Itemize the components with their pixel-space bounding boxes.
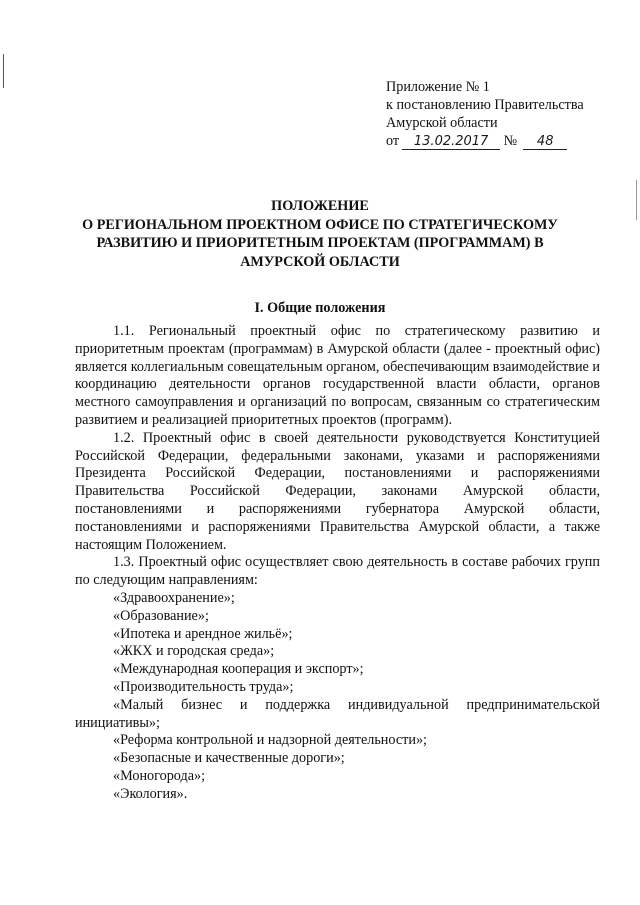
- paragraph-1-1: 1.1. Региональный проектный офис по стратегическому развитию и приоритетным проектам (программам) в Амурской области (далее - проектный офис) является коллегиальным совещательным органом, обеспечивающим взаимодействие и координацию деятельности органов государственной власти области, органов местного самоуправления и организаций по вопросам, связанным со стратегическим развитием и реализацией приоритетных проектов (программ).: [75, 323, 600, 428]
- title-line: О РЕГИОНАЛЬНОМ ПРОЕКТНОМ ОФИСЕ ПО СТРАТЕГИЧЕСКОМУ: [82, 216, 558, 233]
- appendix-line: Приложение № 1: [386, 79, 490, 95]
- list-item: «Образование»;: [113, 607, 209, 624]
- directions-list: [75, 590, 600, 804]
- title-line: РАЗВИТИЮ И ПРИОРИТЕТНЫМ ПРОЕКТАМ (ПРОГРАММАМ) В: [96, 235, 544, 251]
- list-item: «Экология».: [113, 785, 188, 802]
- paragraph-1-2: 1.2. Проектный офис в своей деятельности руководствуется Конституцией Российской Федерации, федеральными законами, указами и распоряжениями Президента Российской Федерации, постановлениями и распоряжениями Правительства Российской Федерации, законами Амурской области, постановлениями и распоряжениями губернатора Амурской области, постановлениями и распоряжениями Правительства Амурской области, а также настоящим Положением.: [75, 429, 600, 553]
- title-line: АМУРСКОЙ ОБЛАСТИ: [240, 253, 400, 270]
- list-item: «ЖКХ и городская среда»;: [113, 643, 275, 660]
- appendix-line: Амурской области: [386, 115, 498, 131]
- title-line: ПОЛОЖЕНИЕ: [271, 198, 369, 214]
- document-title: [60, 197, 580, 271]
- appendix-date-line: [386, 132, 626, 150]
- scan-edge-mark: [3, 54, 4, 88]
- list-item: «Безопасные и качественные дороги»;: [113, 750, 345, 767]
- handwritten-date: 13.02.2017: [402, 134, 500, 150]
- appendix-block: [386, 78, 626, 150]
- scan-edge-mark: [636, 180, 637, 220]
- document-body: [75, 323, 600, 804]
- list-item: «Моногорода»;: [113, 767, 206, 784]
- list-item: «Международная кооперация и экспорт»;: [113, 661, 364, 678]
- date-prefix: от: [386, 133, 400, 149]
- section-heading: I. Общие положения: [254, 300, 386, 316]
- list-item: «Малый бизнес и поддержка индивидуальной предпринимательской инициативы»;: [75, 696, 600, 731]
- paragraph-1-3: 1.3. Проектный офис осуществляет свою деятельность в составе рабочих групп по следующим направлениям:: [75, 554, 600, 589]
- list-item: «Ипотека и арендное жильё»;: [113, 625, 293, 642]
- list-item: «Производительность труда»;: [113, 678, 294, 695]
- appendix-line: к постановлению Правительства: [386, 97, 584, 113]
- number-prefix: №: [503, 133, 518, 149]
- list-item: «Реформа контрольной и надзорной деятельности»;: [113, 732, 427, 749]
- handwritten-number: 48: [523, 134, 567, 150]
- list-item: «Здравоохранение»;: [113, 589, 235, 606]
